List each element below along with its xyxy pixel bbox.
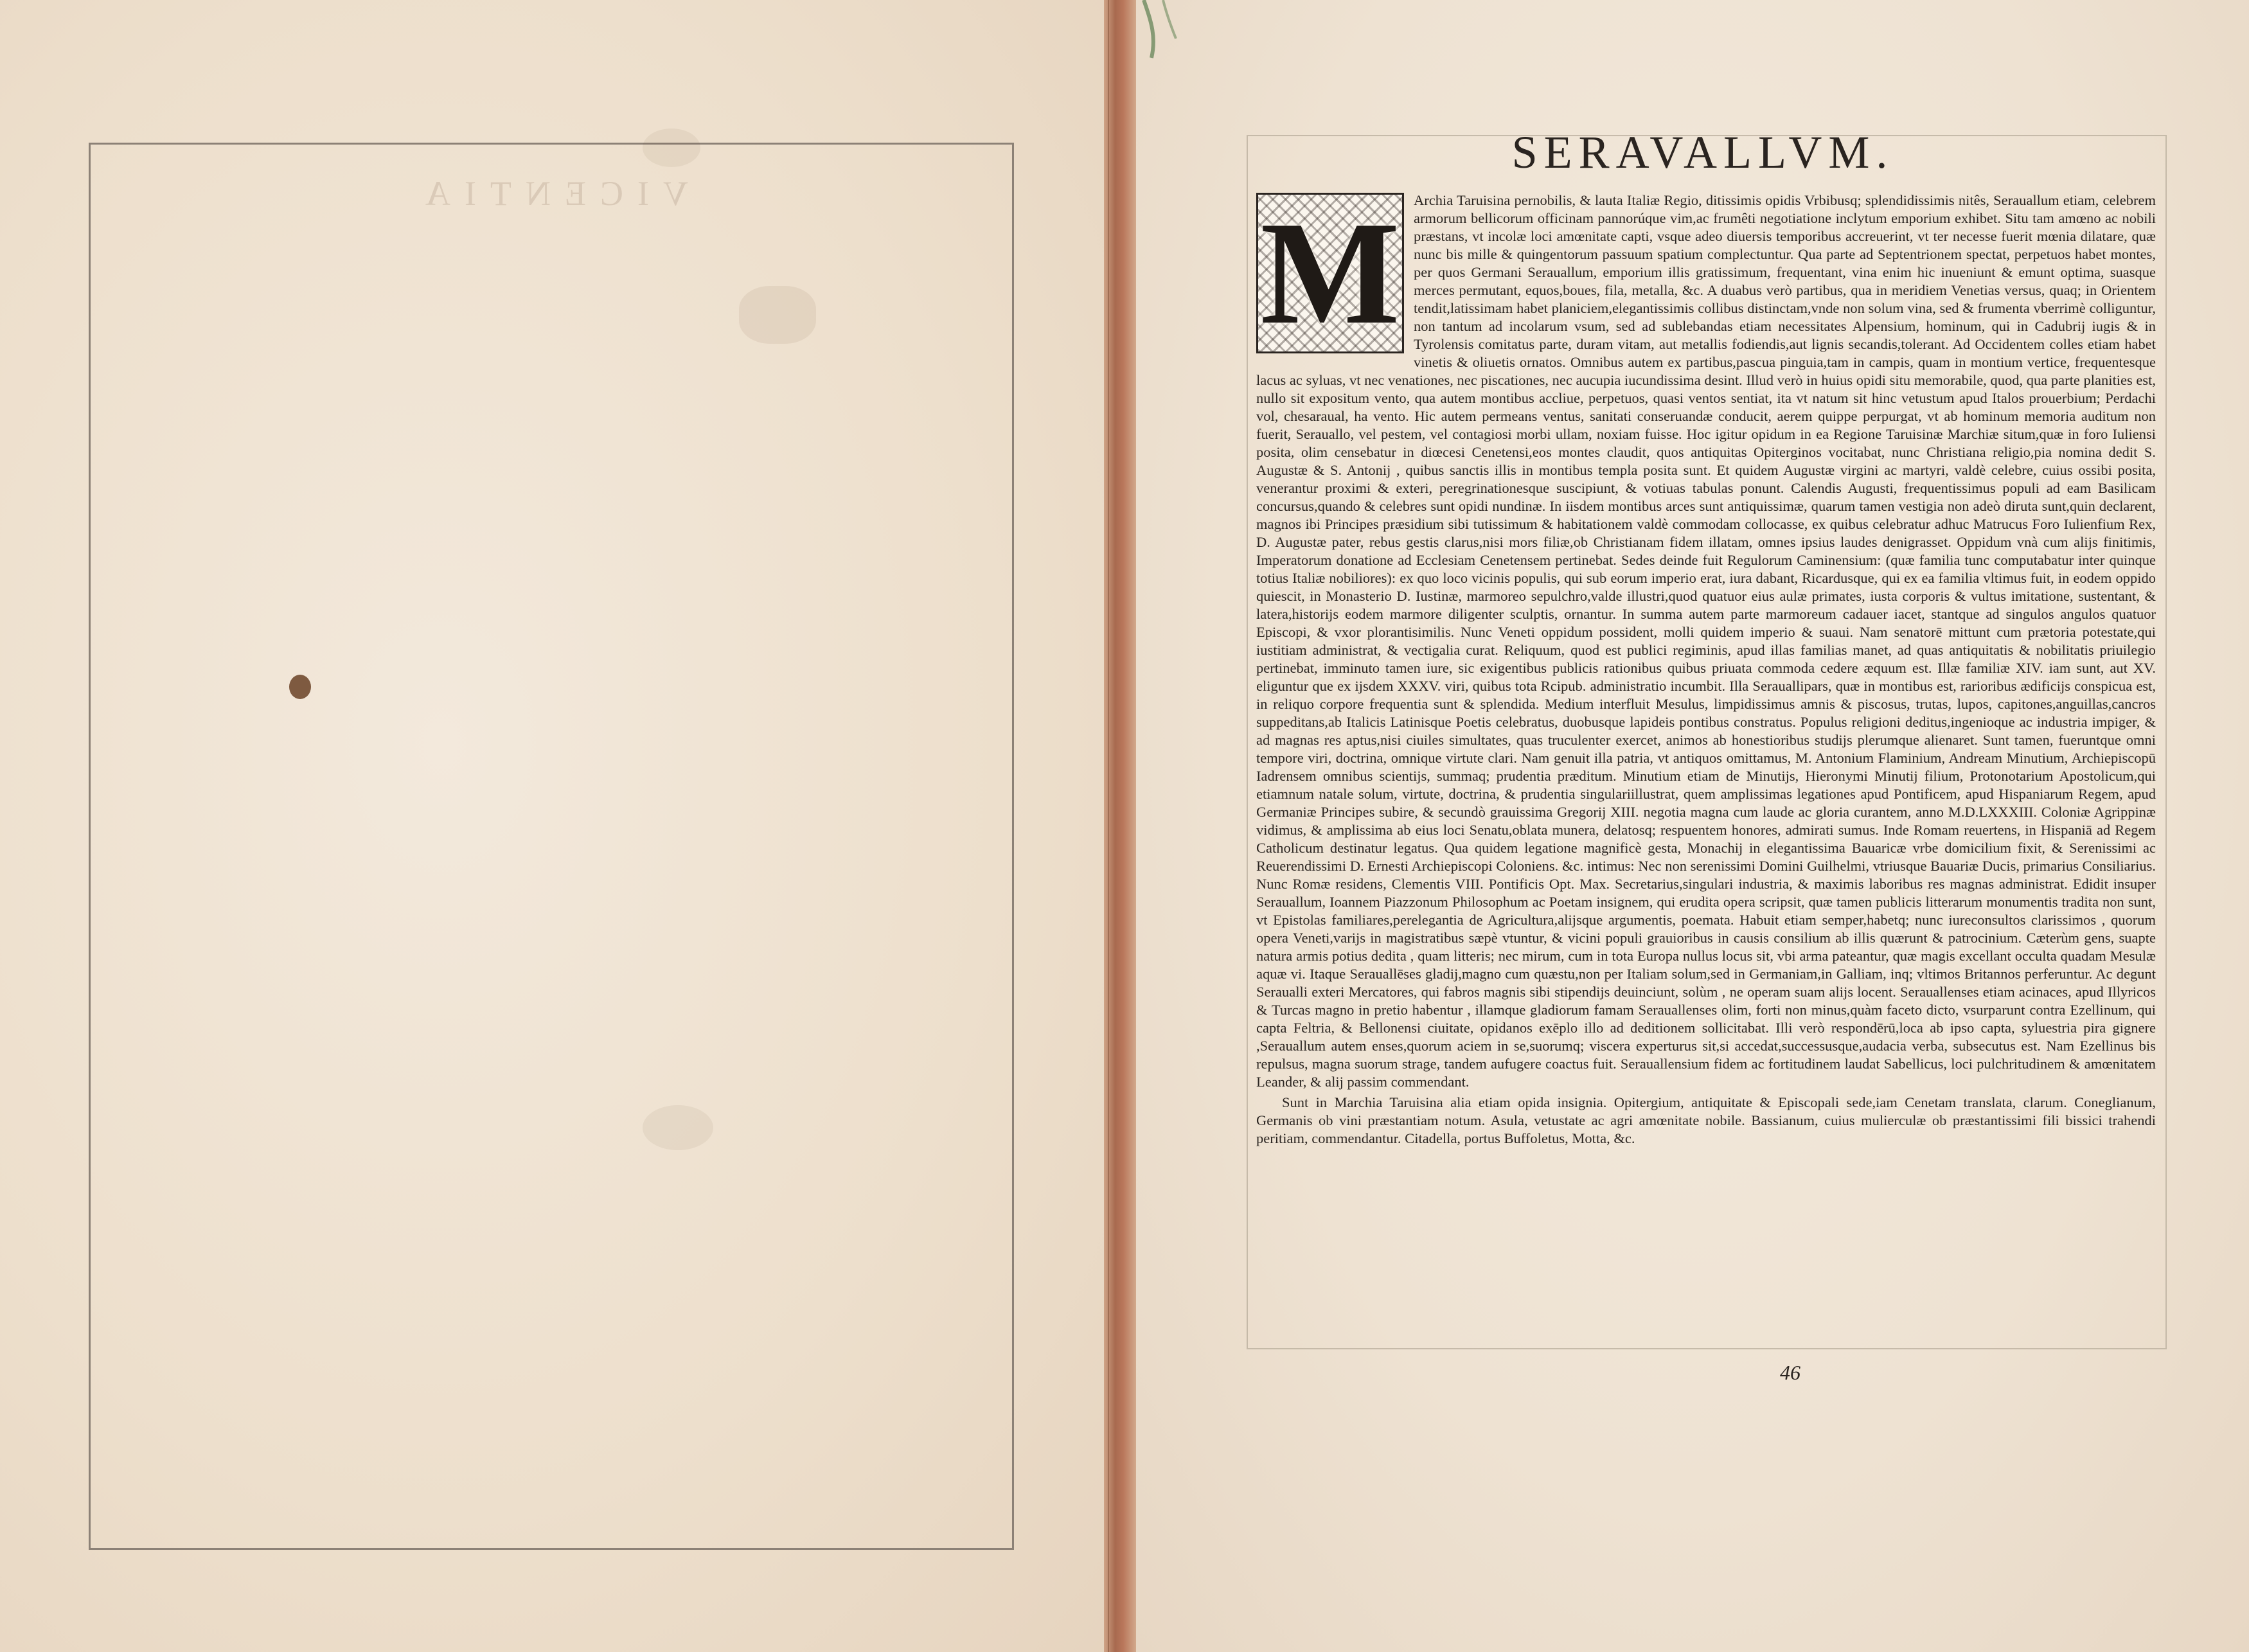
- stain-spot: [643, 129, 700, 167]
- initial-letter: M: [1260, 191, 1400, 355]
- gutter-line: [1108, 0, 1109, 1652]
- map-fragment-decoration: [1137, 0, 1182, 77]
- decorated-initial: [1256, 193, 1404, 353]
- page-number: 46: [1780, 1361, 1800, 1384]
- ghost-title: VICENTIA: [411, 174, 688, 213]
- left-map-frame: [89, 143, 1014, 1550]
- stain-spot: [739, 286, 816, 344]
- page-heading: SERAVALLVM.: [1511, 127, 1894, 178]
- body-paragraph: Archia Taruisina pernobilis, & lauta Italiæ Regio, ditissimis opidis Vrbibusq; splendidissimis nitês, Serauallum etiam, celebrem armorum bellicorum officinam pannorúque vim,ac frumêti negotiatione inclytum emporium exhibet. Situ tam amœno ac nobili præstans, vt incolæ loci amœnitate capti, vsque adeo diuersis temporibus accreuerint, vt ter necesse fuerit mœnia dilatare, quæ nunc bis mille & quingentorum passuum spatium complectuntur. Qua parte ad Septentrionem spectat, perpetuos habet montes, per quos Germani Serauallum, emporium illis gratissimum, frequentant, vina enim hic inueniunt & emunt optima, suasque merces permutant, equos,boues, fila, metalla, &c. A duabus verò partibus, qua in meridiem Venetias versus, quaq; in Orientem tendit,latissimam habet planiciem,elegantissimis collibus distinctam,vnde non solum vina, sed & frumenta vberrimè colliguntur, non tantum ad incolarum vsum, sed ad sublebandas etiam necessitates Alpensium, hominum, qui in Cadubrij iugis & in Tyrolensis comitatus parte, duram vitam, aut metallis fodiendis,aut lignis secandis,tolerant. Ad Occidentem colles etiam habet vinetis & oliuetis ornatos. Omnibus autem ex partibus,pascua pinguia,tam in campis, quam in montium vertice, frequentesque lacus ac syluas, vt nec venationes, nec piscationes, nec aucupia iucundissima desint. Illud verò in huius opidi situ memorabile, quod, qua parte planities est, nullo sit expositum vento, qua autem montibus accliue, perpetuos, quasi ventos sentiat, ita vt natum sit hinc vetustum apud Italos prouerbium; Perdachi vol, chesaraual, ha vento. Hic autem permeans ventus, sanitati conseruandæ conducit, aerem quippe perpurgat, vt ab hominum memoria auditum non fuerit, Serauallo, vel pestem, vel contagiosi morbi ullam, noxiam fuisse. Hoc igitur opidum in ea Regione Taruisinæ Marchiæ situm,quæ in foro Iuliensi posita, olim censebatur in diœcesi Cenetensi,eos montes claudit, quos antiquitas Opiterginos vocitabat, nunc Christiana religio,pia nomina dedit S. Augustæ & S. Antonij , quibus sanctis illis in montibus templa posita sunt. Et quidem Augustæ virgini ac martyri, valdè celebre, cuius ossibi posita, venerantur proximi & exteri, peregrinationesque suscipiunt, & votiuas tabulas ponunt. Calendis Augusti, frequentissimus populi ad eam Basilicam concursus,quando & celebres sunt opidi nundinæ. In iisdem montibus arces sunt antiquissimæ, quarum tamen vestigia non adeò diruta sunt,quin declarent, magnos ibi Principes præsidium sibi tutissimum & habitationem valdè commodam collocasse, ex quibus celebratur adhuc Matrucus Foro Iulienfium Rex, D. Augustæ pater, rebus gestis clarus,nisi mors filiæ,ob Christianam fidem illatam, omnes ipsius laudes denigrasset. Oppidum vnà cum alijs finitimis, Imperatorum donatione ad Ecclesiam Cenetensem pertinebat. Sedes deinde fuit Regulorum Caminensium: (quæ familia tunc computabatur inter quinque totius Italiæ nobiliores): ex quo loco vicinis populis, qui sub eorum imperio erat, iura dabant, Ricardusque, qui ex ea familia vltimus fuit, in eodem oppido quiescit, in Monasterio D. Iustinæ, marmoreo sepulchro,valde illustri,quod quatuor eius aulæ primates, iusta corporis & vultus imitatione, sustentant, & latera,historijs eodem marmore diligenter sculptis, ornantur. In summa autem parte marmoreum cadauer iacet, stantque ad singulos angulos quatuor Episcopi, & vxor plorantisimilis. Nunc Veneti oppidum possident, molli quidem imperio & suaui. Nam senatorē mittunt cum prætoria potestate,qui iustitiam administrat, & vectigalia curat. Reliquum, quod est publici regiminis, apud illas familias manet, ad quas antiquitatis & nobilitatis priuilegio pertinebat, imminuto tamen iure, sic exigentibus publicis rationibus quibus priuata commoda cedere æquum est. Illæ familiæ XIV. iam sunt, aut XV. eliguntur que ex ijsdem XXXV. viri, quibus tota Rcipub. administratio incumbit. Illa Serauallipars, quæ in montibus est, rarioribus ædificijs conspicua est, in reliquo corpore frequentia sunt & splendida. Medium interfluit Mesulus, limpidissimus amnis & piscosus, trutas, lupos, capitones,anguillas,cancros suppeditans,ab Italicis Latinisque Poetis celebratus, duobusque lapideis pontibus constratus. Populus religioni deditus,ingenioque ac industria impiger, & ad magnas res aptus,nisi ciuiles simultates, quas truculenter exercet, animos ab honestioribus studijs plerumque alienaret. Sunt tamen, fueruntque omni tempore viri, doctrina, omnique virtute clari. Nam genuit illa patria, vt antiquos omittamus, M. Antonium Flaminium, Andream Minutium, Archiepiscopū Iadrensem omnibus scientijs, summaq; prudentia præditum. Minutium etiam de Minutijs, Hieronymi Minutij filium, Protonotarium Apostolicum,qui etiamnum natale solum, virtute, doctrina, & prudentia singulariillustrat, quem amplissimas legationes apud Pontificem, apud Hispaniarum Regem, apud Germaniæ Principes subire, & secundò grauissima Gregorij XIII. negotia magna cum laude ac gloria curantem, anno M.D.LXXXIII. Coloniæ Agrippinæ vidimus, & amplissima ab eius loci Senatu,oblata munera, delatosq; respuentem honores, admirati sumus. Inde Romam reuertens, in Hispaniā ad Regem Catholicum destinatur legatus. Qua quidem legatione magnificè gesta, Monachij in elegantissima Bauaricæ vrbe domicilium fixit, & Serenissimi ac Reuerendissimi D. Ernesti Archiepiscopi Coloniens. &c. intimus: Nec non serenissimi Domini Guilhelmi, vtriusque Bauariæ Ducis, primarius Consiliarius. Nunc Romæ residens, Clementis VIII. Pontificis Opt. Max. Secretarius,singulari industria, & maximis laboribus res magnas administrat. Edidit insuper Serauallum, Ioannem Piazzonum Philosophum ac Poetam insignem, qui erudita opera scripsit, quæ tamen publicis litterarum monumentis tradita non sunt, vt Epistolas familiares,perelegantia de Agricultura,alijsque argumentis, poemata. Habuit etiam semper,habetq; nunc iureconsultos clarissimos , quorum opera Veneti,varijs in magistratibus sæpè vtuntur, & vicini populi grauioribus in causis consilium ab illis quærunt & patrocinium. Cæterùm gens, suapte natura armis potius dedita , quam litteris; nec mirum, cum in tota Europa nullus locus sit, vbi arma pateantur, quæ magis excellant occulta quadam Mesulæ aquæ vi. Itaque Serauallēses gladij,magno cum quæstu,non per Italiam solum,sed in Germaniam,in Galliam, inq; vltimos Britannos perferuntur. Ac degunt Seraualli exteri Mercatores, qui fabros magnis sibi stipendijs deuinciunt, solùm , ne operam suam alijs locent. Serauallenses etiam acinaces, apud Illyricos & Turcas magno in pretio habentur , illamque gladiorum famam Serauallenses olim, forti non minus,quàm faceto dicto, vsurparunt contra Ezellinum, qui capta Feltria, & Bellonensi ciuitate, opidanos exēplo illo ad deditionem sollicitabat. Illi verò respondērū,loca ab ipso capta, syluestria pira gignere ,Serauallum autem enses,quorum aciem in se,suorumq; viscera experturus sit,si accedat,successusque,audacia verba, subsecutus est. Nam Ezellinus bis repulsus, magna suorum strage, tandem aufugere coactus fuit. Serauallensium fidem ac fortitudinem laudat Sabellicus, loci pulchritudinem & amœnitatem Leander, & alij passim commendant.: [1256, 192, 2156, 1090]
- stain-spot: [643, 1105, 713, 1150]
- stain-spot: [289, 675, 311, 699]
- body-paragraph-2: Sunt in Marchia Taruisina alia etiam opida insignia. Opitergium, antiquitate & Episcopali sede,iam Cenetam translata, clarum. Coneglianum, Germanis ob vini præstantiam notum. Asula, vetustate ac agri amœnitate nobile. Bassianum, cuius mulierculæ ob præstantissimi fili bissici trahendi peritiam, commendantur. Citadella, portus Buffoletus, Motta, &c.: [1256, 1094, 2156, 1146]
